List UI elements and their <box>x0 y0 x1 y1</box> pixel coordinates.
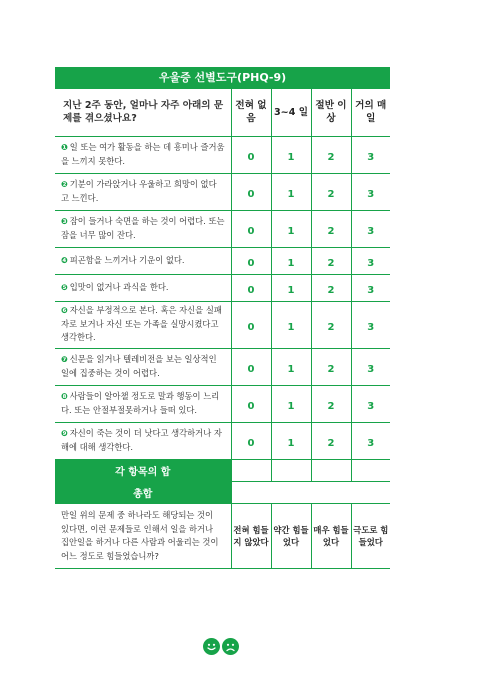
score-value: 1 <box>287 285 295 296</box>
smile-face-icon <box>203 638 220 655</box>
question-number-badge: ❾ <box>61 429 68 438</box>
sum-row <box>55 460 390 482</box>
score-value: 0 <box>247 189 255 200</box>
question-number-badge: ❹ <box>61 255 68 265</box>
score-option[interactable] <box>311 274 351 301</box>
question-row <box>55 422 390 459</box>
question-row <box>55 348 390 385</box>
score-option[interactable] <box>311 301 351 348</box>
score-option[interactable] <box>271 385 311 422</box>
question-text <box>55 348 231 385</box>
score-value: 3 <box>367 364 375 375</box>
score-option[interactable] <box>231 348 271 385</box>
score-value: 0 <box>247 438 255 449</box>
header-question: 지난 2주 동안, 얼마나 자주 아래의 문제를 겪으셨나요? <box>55 89 231 136</box>
score-value: 3 <box>367 152 375 163</box>
question-text <box>55 301 231 348</box>
score-value: 0 <box>247 258 255 269</box>
score-option[interactable] <box>351 422 390 459</box>
score-option[interactable] <box>311 247 351 274</box>
question-label: 신문을 읽거나 텔레비전을 보는 일상적인 일에 집중하는 것이 어렵다. <box>61 354 217 378</box>
score-option[interactable] <box>271 274 311 301</box>
sum-cell-1[interactable] <box>271 460 311 482</box>
question-number-badge: ❽ <box>61 392 68 401</box>
score-option[interactable] <box>351 385 390 422</box>
page-title: 우울증 선별도구(PHQ-9) <box>55 67 390 89</box>
score-value: 2 <box>327 285 335 296</box>
question-label: 입맛이 없거나 과식을 한다. <box>69 281 169 292</box>
score-value: 2 <box>327 152 335 163</box>
question-text <box>55 210 231 247</box>
score-value: 2 <box>327 226 335 237</box>
total-row <box>55 482 390 504</box>
question-row <box>55 274 390 301</box>
score-option[interactable] <box>271 173 311 210</box>
score-option[interactable] <box>311 385 351 422</box>
total-label: 총합 <box>55 482 231 504</box>
score-option[interactable] <box>311 348 351 385</box>
question-row <box>55 385 390 422</box>
score-value: 1 <box>287 438 295 449</box>
question-row <box>55 173 390 210</box>
question-label: 잠이 들거나 숙면을 하는 것이 어렵다. 또는 잠을 너무 많이 잔다. <box>61 216 225 240</box>
header-option-several-days: 3~4 일 <box>271 89 311 136</box>
difficulty-option-somewhat[interactable]: 약간 힘들었다 <box>271 504 311 569</box>
question-text <box>55 247 231 274</box>
score-value: 1 <box>287 152 295 163</box>
score-option[interactable] <box>351 301 390 348</box>
score-option[interactable] <box>271 348 311 385</box>
score-value: 3 <box>367 189 375 200</box>
score-option[interactable] <box>271 136 311 173</box>
sum-label: 각 항목의 합 <box>55 460 231 482</box>
question-text <box>55 173 231 210</box>
difficulty-option-extremely[interactable]: 극도로 힘들었다 <box>351 504 390 569</box>
score-option[interactable] <box>231 247 271 274</box>
score-value: 0 <box>247 152 255 163</box>
total-cell[interactable] <box>231 482 390 504</box>
score-option[interactable] <box>311 422 351 459</box>
score-value: 1 <box>287 322 295 333</box>
question-text <box>55 136 231 173</box>
header-option-never: 전혀 없음 <box>231 89 271 136</box>
question-text <box>55 385 231 422</box>
score-option[interactable] <box>231 422 271 459</box>
question-number-badge: ❻ <box>61 306 68 316</box>
score-value: 3 <box>367 258 375 269</box>
question-number-badge: ❷ <box>61 180 68 189</box>
sad-face-icon <box>222 638 239 655</box>
sum-cell-3[interactable] <box>351 460 390 482</box>
score-value: 0 <box>247 285 255 296</box>
score-option[interactable] <box>311 173 351 210</box>
question-label: 피곤함을 느끼거나 기운이 없다. <box>69 254 185 265</box>
score-value: 1 <box>287 189 295 200</box>
difficulty-question: 만일 위의 문제 중 하나라도 해당되는 것이 있다면, 이런 문제들로 인해서 일을 하거나 집안일을 하거나 다른 사람과 어울리는 것이 어느 정도로 힘들었습니까? <box>55 504 231 569</box>
score-option[interactable] <box>271 247 311 274</box>
score-option[interactable] <box>351 173 390 210</box>
item-rows <box>55 136 390 459</box>
question-number-badge: ❺ <box>61 282 68 292</box>
score-value: 3 <box>367 438 375 449</box>
question-row <box>55 136 390 173</box>
question-label: 자신을 부정적으로 본다. 혹은 자신을 실패자로 보거나 자신 또는 가족을 실망시켰다고 생각한다. <box>61 305 222 343</box>
score-option[interactable] <box>351 210 390 247</box>
question-number-badge: ❼ <box>61 355 68 364</box>
sum-cell-0[interactable] <box>231 460 271 482</box>
difficulty-option-very[interactable]: 매우 힘들었다 <box>311 504 351 569</box>
score-value: 2 <box>327 258 335 269</box>
score-value: 2 <box>327 401 335 412</box>
score-option[interactable] <box>231 173 271 210</box>
score-option[interactable] <box>351 348 390 385</box>
score-option[interactable] <box>231 301 271 348</box>
score-value: 1 <box>287 258 295 269</box>
score-option[interactable] <box>311 210 351 247</box>
score-option[interactable] <box>271 422 311 459</box>
question-number-badge: ❸ <box>61 217 68 226</box>
difficulty-row <box>55 504 390 569</box>
phq9-table <box>55 89 390 460</box>
score-value: 1 <box>287 226 295 237</box>
score-value: 3 <box>367 285 375 296</box>
score-option[interactable] <box>351 274 390 301</box>
score-value: 3 <box>367 401 375 412</box>
score-value: 1 <box>287 364 295 375</box>
question-row <box>55 210 390 247</box>
question-number-badge: ❶ <box>61 143 68 152</box>
question-label: 사람들이 알아챌 정도로 말과 행동이 느리다. 또는 안절부절못하거나 들떠 있다. <box>61 391 220 415</box>
score-value: 3 <box>367 226 375 237</box>
question-row <box>55 301 390 348</box>
score-option[interactable] <box>271 210 311 247</box>
score-option[interactable] <box>231 136 271 173</box>
score-value: 2 <box>327 364 335 375</box>
question-label: 기분이 가라앉거나 우울하고 희망이 없다고 느낀다. <box>61 179 217 203</box>
score-value: 1 <box>287 401 295 412</box>
question-row <box>55 247 390 274</box>
question-label: 일 또는 여가 활동을 하는 데 흥미나 즐거움을 느끼지 못한다. <box>61 142 225 166</box>
sum-cell-2[interactable] <box>311 460 351 482</box>
header-option-more-than-half: 절반 이상 <box>311 89 351 136</box>
score-value: 0 <box>247 401 255 412</box>
header-row <box>55 89 390 136</box>
difficulty-option-not[interactable]: 전혀 힘들지 않았다 <box>231 504 271 569</box>
header-option-nearly-every-day: 거의 매일 <box>351 89 390 136</box>
score-value: 0 <box>247 226 255 237</box>
score-option[interactable] <box>231 210 271 247</box>
score-option[interactable] <box>311 136 351 173</box>
score-value: 2 <box>327 438 335 449</box>
score-option[interactable] <box>271 301 311 348</box>
score-option[interactable] <box>351 136 390 173</box>
phq9-sheet <box>55 67 390 569</box>
score-option[interactable] <box>351 247 390 274</box>
question-text <box>55 422 231 459</box>
score-value: 2 <box>327 189 335 200</box>
score-option[interactable] <box>231 274 271 301</box>
question-label: 자신이 죽는 것이 더 낫다고 생각하거나 자해에 대해 생각한다. <box>61 428 222 452</box>
score-value: 2 <box>327 322 335 333</box>
question-text <box>55 274 231 301</box>
score-value: 0 <box>247 322 255 333</box>
score-option[interactable] <box>231 385 271 422</box>
score-value: 0 <box>247 364 255 375</box>
summary-table <box>55 460 390 570</box>
score-value: 3 <box>367 322 375 333</box>
